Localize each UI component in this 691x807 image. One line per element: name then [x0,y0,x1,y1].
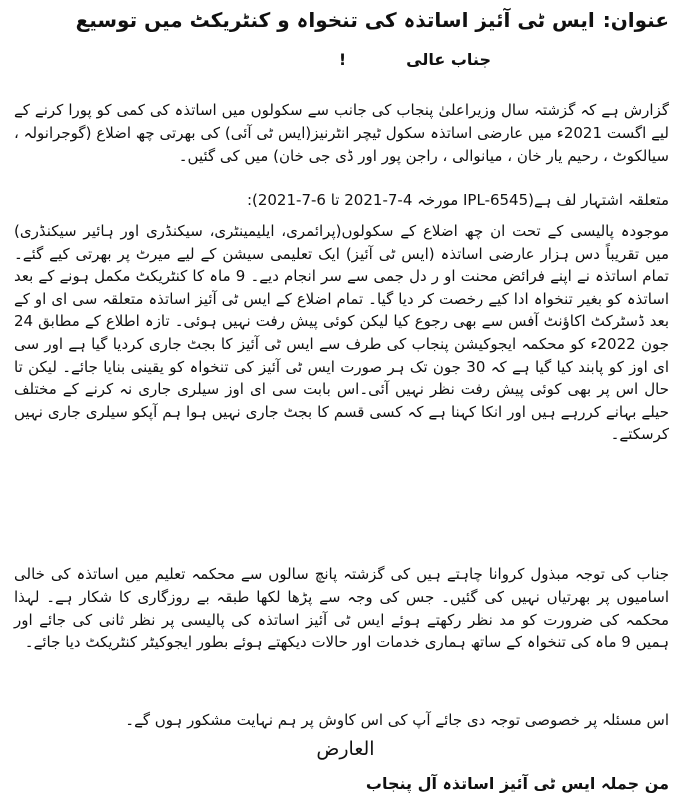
salutation [339,48,491,72]
subject-label: عنوان: [602,8,669,32]
paragraph-advertisement-reference: متعلقہ اشتہار لف ہے(IPL-6545 مورخہ 4-7-2021 تا 6-7-2021): [246,191,669,209]
salutation-text: جناب عالی [406,50,491,69]
subject-text: ایس ٹی آئیز اساتذہ کی تنخواہ و کنٹریکٹ میں توسیع [75,8,595,32]
closing: العارض [316,738,375,760]
paragraph-current-policy: موجودہ پالیسی کے تحت ان چھ اضلاع کے سکولوں(پرائمری، ایلیمینٹری، سیکنڈری اور ہائیر سیکنڈری) میں تقریباً دس ہزار عارضی اساتذہ (ایس ٹی آئیز) ایک تعلیمی سیشن کے لیے میرٹ پر بھرتی کیے گئے۔ تمام اساتذہ نے اپنے فرائض محنت او ر دل جمی سے سر انجام دیے۔ 9 ماہ کا کنٹریکٹ مکمل ہونے کے بعد اساتذہ کو بغیر تنخواہ ادا کیے رخصت کر دیا گیا۔ تمام اضلاع کے ایس ٹی آئیز اساتذہ متعلقہ سی ای او کے بعد ڈسٹرکٹ اکاؤنٹ آفس سے بھی رجوع کیا لیکن کوئی پیش رفت نہیں ہوئی۔ تازہ اطلاع کے مطابق 24 جون 2022ء کو محکمہ ایجوکیشن پنجاب کی طرف سے ایس ٹی آئیز کا بجٹ جاری کردیا گیا ہے اور سی ای اوز کو پابند کیا گیا ہے کہ 30 جون تک ہر صورت ایس ٹی آئیز کی تنخواہ کو یقینی بنایا جائے۔ لیکن تا حال اس پر بھی کوئی پیش رفت نظر نہیں آئی۔اس بابت سی ای اوز سیلری جاری نہ کرنے کے مختلف حیلے بہانے کررہے ہیں اور انکا کہنا ہے کہ کسی قسم کا بجٹ جاری نہیں ہوا ہم آپکو سیلری جاری نہیں کرسکتے۔ [14,222,669,444]
salutation-mark: ! [338,50,347,69]
paragraph-request: جناب کی توجہ مبذول کروانا چاہتے ہیں کی گزشتہ پانچ سالوں سے محکمہ تعلیم میں اساتذہ کی خالی اسامیوں پر بھرتیاں نہیں کی گئیں۔ جس کی وجہ سے پڑھا لکھا طبقہ بے روزگاری کا شکار ہے۔ لہذا محکمہ کی ضرورت کو مد نظر رکھتے ہوئے ایس ٹی آئیز اساتذہ کی پالیسی پر نظر ثانی کی جائے اور ہمیں 9 ماہ کی تنخواہ کے ساتھ ہماری خدمات اور حالات دیکھتے ہوئے بطور ایجوکیٹر کنٹریکٹ دیا جائے۔ [14,565,669,652]
signature: من جملہ ایس ٹی آئیز اساتذہ آل پنجاب [365,774,669,793]
paragraph-thanks: اس مسئلہ پر خصوصی توجہ دی جائے آپ کی اس کاوش پر ہم نہایت مشکور ہوں گے۔ [125,711,669,729]
paragraph-introduction: گزارش ہے کہ گزشتہ سال وزیراعلیٰ پنجاب کی جانب سے سکولوں میں اساتذہ کی کمی کو پورا کرنے کے لیے اگست 2021ء میں عارضی اساتذہ سکول ٹیچر انٹرنیز(ایس ٹی آئی) کی بھرتی چھ اضلاع (گوجرانولہ ، سیالکوٹ ، رحیم یار خان ، میانوالی ، راجن پور اور ڈی جی خان) میں کی گئیں۔ [14,101,669,166]
subject-line [14,6,669,34]
